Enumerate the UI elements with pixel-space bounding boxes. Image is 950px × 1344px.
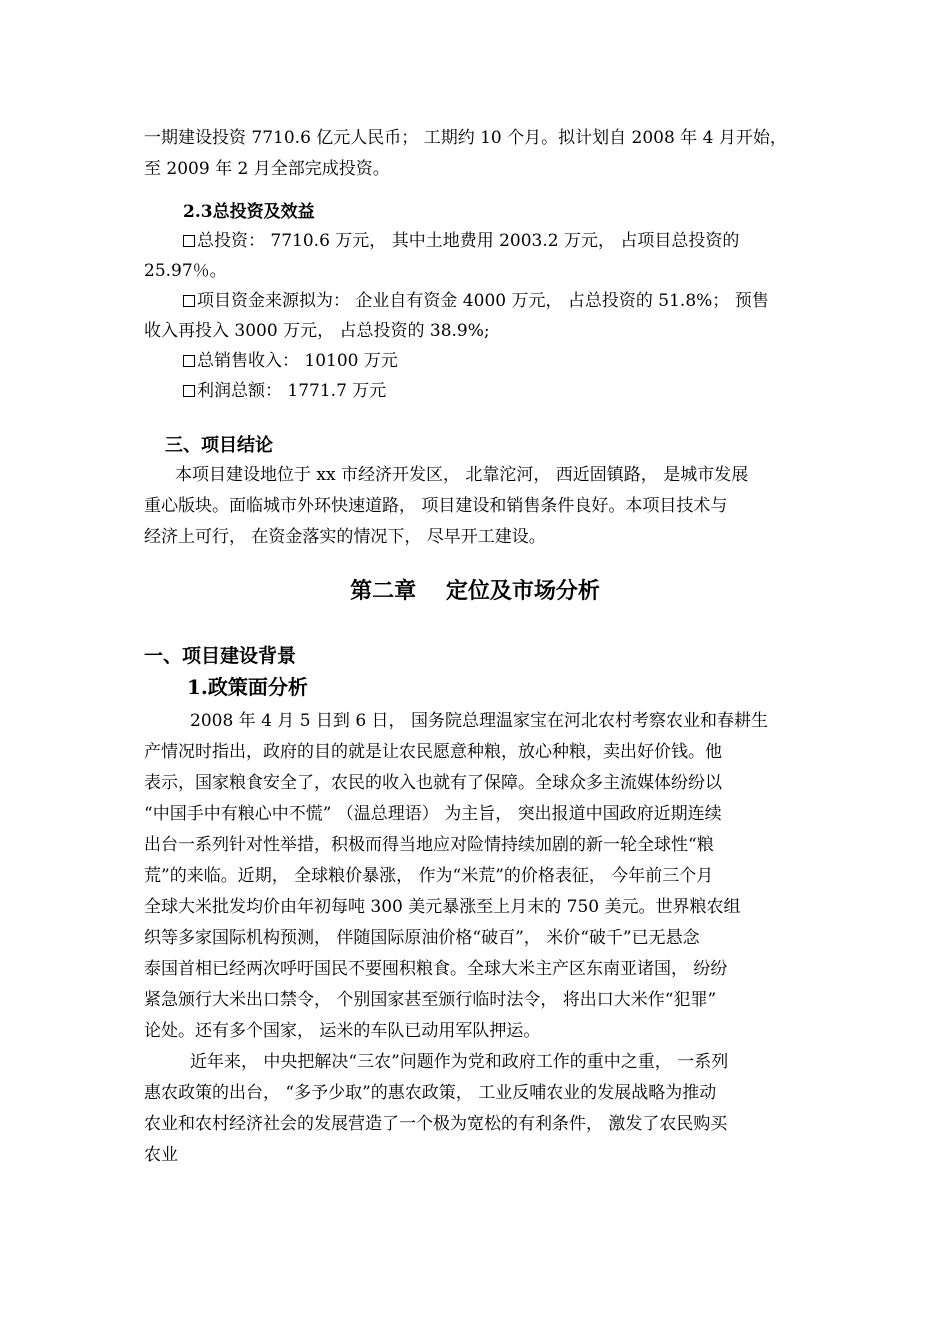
invest-item-profit	[183, 376, 386, 406]
conclusion-line-2: 重心版块。面临城市外环快速道路， 项目建设和销售条件良好。本项目技术与	[144, 496, 728, 516]
invest-item-sales-text: 总销售收入： 10100 万元	[197, 351, 398, 371]
invest-item-total	[183, 226, 739, 256]
conclusion-line-1: 本项目建设地位于 xx 市经济开发区， 北靠沱河， 西近固镇路， 是城市发展	[175, 465, 749, 485]
paragraph-2-line: 农业	[144, 1145, 178, 1165]
checkbox-icon	[183, 235, 195, 247]
paragraph-2-line: 惠农政策的出台， “多予少取”的惠农政策， 工业反哺农业的发展战略为推动	[144, 1083, 717, 1103]
invest-item-funding	[183, 286, 769, 316]
invest-item-funding-cont: 收入再投入 3000 万元， 占总投资的 38.9%;	[144, 321, 490, 341]
invest-item-funding-text: 项目资金来源拟为： 企业自有资金 4000 万元， 占总投资的 51.8%； 预售	[197, 291, 769, 311]
paragraph-1-line: 荒”的来临。近期， 全球粮价暴涨， 作为“米荒”的价格表征， 今年前三个月	[144, 866, 714, 886]
checkbox-icon	[183, 355, 195, 367]
intro-line-2: 至 2009 年 2 月全部完成投资。	[144, 159, 390, 179]
paragraph-1-line: 织等多家国际机构预测， 伴随国际原油价格“破百”， 米价“破千”已无悬念	[144, 928, 700, 948]
section-heading: 一、项目建设背景	[144, 645, 297, 667]
invest-item-sales	[183, 346, 398, 376]
invest-item-total-text: 总投资： 7710.6 万元， 其中土地费用 2003.2 万元， 占项目总投资的	[197, 231, 740, 251]
paragraph-1-line: 全球大米批发均价由年初每吨 300 美元暴涨至上月末的 750 美元。世界粮农组	[144, 897, 741, 917]
paragraph-1-line: 产情况时指出，政府的目的就是让农民愿意种粮，放心种粮，卖出好价钱。他	[144, 742, 722, 762]
paragraph-2-line: 农业和农村经济社会的发展营造了一个极为宽松的有利条件， 激发了农民购买	[144, 1114, 728, 1134]
invest-item-total-cont: 25.97％。	[144, 261, 227, 281]
paragraph-1-line: 出台一系列针对性举措，积极而得当地应对险情持续加剧的新一轮全球性“粮	[144, 835, 714, 855]
conclusion-heading: 三、项目结论	[165, 435, 273, 456]
invest-heading: 2.3总投资及效益	[183, 202, 315, 222]
paragraph-2-line: 近年来， 中央把解决“三农”问题作为党和政府工作的重中之重， 一系列	[190, 1052, 729, 1072]
paragraph-1-line: 紧急颁行大米出口禁令， 个别国家甚至颁行临时法令， 将出口大米作“犯罪”	[144, 990, 717, 1010]
subsection-heading: 1.政策面分析	[187, 675, 308, 699]
paragraph-1-line: 泰国首相已经两次呼吁国民不要囤积粮食。全球大米主产区东南亚诸国， 纷纷	[144, 959, 728, 979]
checkbox-icon	[183, 385, 195, 397]
invest-item-profit-text: 利润总额： 1771.7 万元	[197, 381, 387, 401]
paragraph-1-line: 论处。还有多个国家， 运米的车队已动用军队押运。	[144, 1021, 541, 1041]
paragraph-1-line: 2008 年 4 月 5 日到 6 日， 国务院总理温家宝在河北农村考察农业和春耕生	[190, 711, 768, 731]
intro-line-1: 一期建设投资 7710.6 亿元人民币； 工期约 10 个月。拟计划自 2008 年 4 月开始，	[144, 128, 787, 148]
conclusion-line-3: 经济上可行， 在资金落实的情况下， 尽早开工建设。	[144, 527, 546, 547]
paragraph-1-line: 表示，国家粮食安全了，农民的收入也就有了保障。全球众多主流媒体纷纷以	[144, 773, 722, 793]
paragraph-1-line: “中国手中有粮心中不慌” （温总理语） 为主旨， 突出报道中国政府近期连续	[144, 804, 722, 824]
chapter-title: 第二章 定位及市场分析	[350, 578, 600, 604]
checkbox-icon	[183, 295, 195, 307]
